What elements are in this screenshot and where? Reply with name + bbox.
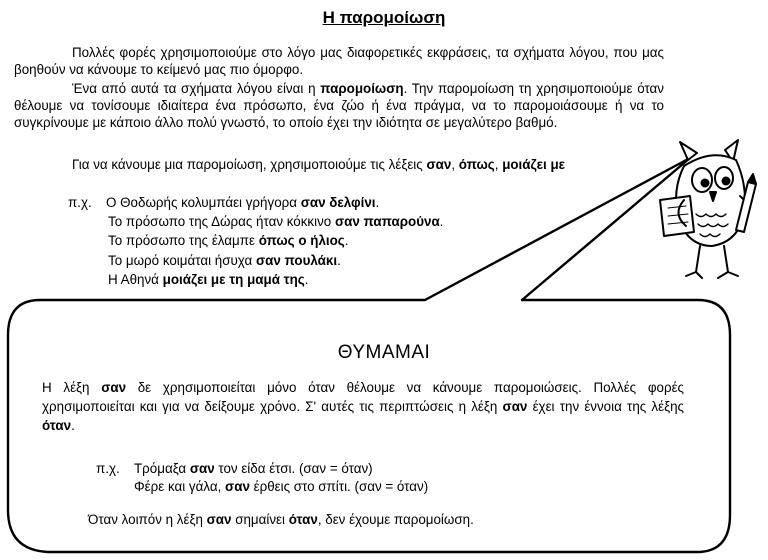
intro-paragraph-3 xyxy=(14,156,694,173)
example-end: . xyxy=(344,233,349,249)
example-text: τον είδα έτσι. (σαν = όταν) xyxy=(214,461,373,476)
example-text: Η Αθηνά xyxy=(108,271,163,287)
example-line xyxy=(134,460,373,478)
example-text: Τρόμαξα xyxy=(134,461,190,476)
example-text: έρθεις στο σπίτι. (σαν = όταν) xyxy=(249,479,429,494)
keyword-san: σαν xyxy=(502,399,528,414)
intro-p2-rest: . Την παρομοίωση τη χρησιμοποιούμε όταν θέλουμε να τονίσουμε ιδιαίτερα ένα πρόσωπο, ένα ζώο ή ένα πράγμα, να το παρομοιάσουμε ή να το συγκρίνουμε με κάποιο άλλο πολύ γνωστό, το οποίο έχει την ιδιότητα σε μεγαλύτερο βαθμό. xyxy=(14,81,664,130)
example-bold: όπως ο ήλιος xyxy=(258,233,345,249)
example-bold: σαν δελφίνι xyxy=(300,195,376,210)
example-prefix: π.χ. xyxy=(68,195,92,210)
keyword-san: σαν xyxy=(206,512,232,527)
example-line xyxy=(108,270,309,289)
example-bold: σαν xyxy=(225,479,250,494)
comma-2: , xyxy=(494,157,503,172)
keyword-san: σαν xyxy=(426,157,452,172)
intro-p2-text: Ένα από αυτά τα σχήματα λόγου είναι η xyxy=(72,81,321,96)
example-bold: μοιάζει με τη μαμά της xyxy=(162,271,305,287)
example-line xyxy=(106,193,379,212)
comma-1: , xyxy=(451,157,459,172)
keyword-moiazei: μοιάζει με xyxy=(502,157,566,172)
example-end: . xyxy=(304,271,309,287)
keyword-opos: όπως xyxy=(458,157,495,172)
remember-text: έχει την έννοια της λέξης xyxy=(527,399,684,414)
keyword-san: σαν xyxy=(101,380,127,395)
example-end: . xyxy=(439,214,444,230)
remember-text: Η λέξη xyxy=(42,380,102,395)
keyword-otan: όταν xyxy=(42,418,72,433)
example-text: Το πρόσωπο της έλαμπε xyxy=(108,233,259,249)
example-end: . xyxy=(375,195,380,210)
example-line xyxy=(108,212,443,231)
paper-icon xyxy=(660,196,694,236)
conclusion-text: σημαίνει xyxy=(231,512,289,527)
example-bold: σαν xyxy=(189,461,215,476)
intro-paragraph-1: Πολλές φορές χρησιμοποιούμε στο λόγο μας διαφορετικές εκφράσεις, τα σχήματα λόγου, που μας βοηθούν να κάνουμε το κείμενό μας πιο όμορφο. xyxy=(14,45,664,77)
example-bold: σαν πουλάκι xyxy=(255,252,338,268)
conclusion-text: , δεν έχουμε παρομοίωση. xyxy=(317,512,474,527)
example-text: Φέρε και γάλα, xyxy=(134,479,226,494)
example-line xyxy=(108,251,341,270)
keyword-otan: όταν xyxy=(288,512,318,527)
remember-text: δε χρησιμοποιείται μόνο όταν θέλουμε να κάνουμε παρομοιώσεις. Πολλές φορές χρησιμοποιείται και για να δείξουμε χρόνο. Σ' αυτές τις περιπτώσεις η λέξη xyxy=(42,380,684,414)
page-title: Η παρομοίωση xyxy=(322,8,446,27)
remember-text: . xyxy=(71,418,75,433)
example-text: Το μωρό κοιμάται ήσυχα xyxy=(108,252,256,268)
example-line xyxy=(108,231,349,250)
keyword-simile: παρομοίωση xyxy=(320,81,404,96)
example-line xyxy=(134,478,428,496)
example-prefix: π.χ. xyxy=(96,461,120,476)
example-text: Το πρόσωπο της Δώρας ήταν κόκκινο xyxy=(108,214,335,230)
conclusion-text: Όταν λοιπόν η λέξη xyxy=(88,512,207,527)
example-bold: σαν παπαρούνα xyxy=(334,214,440,230)
example-text: Ο Θοδωρής κολυμπάει γρήγορα xyxy=(106,195,301,210)
intro-paragraph-2 xyxy=(14,80,664,131)
remember-conclusion xyxy=(88,512,474,527)
intro-p3-text: Για να κάνουμε μια παρομοίωση, χρησιμοποιούμε τις λέξεις xyxy=(72,157,427,172)
example-end: . xyxy=(337,252,341,268)
remember-title: ΘΥΜΑΜΑΙ xyxy=(337,342,431,363)
remember-paragraph xyxy=(42,378,684,435)
